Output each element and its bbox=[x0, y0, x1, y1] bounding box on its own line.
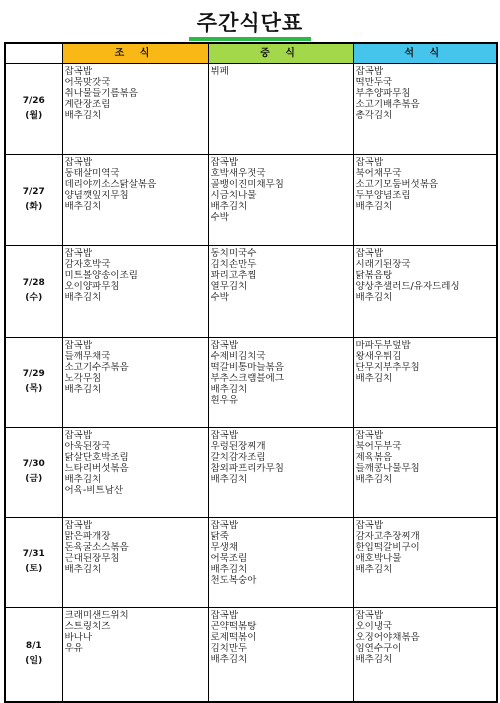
day-row bbox=[5, 337, 497, 427]
dinner-cell bbox=[353, 337, 497, 427]
menu-item: 바나나 bbox=[64, 631, 93, 643]
date-cell bbox=[5, 337, 62, 427]
menu-item: 데리야끼소스닭살볶음 bbox=[64, 178, 157, 190]
menu-item: 잡곡밥 bbox=[64, 247, 93, 259]
menu-item: 잡곡밥 bbox=[210, 519, 239, 531]
menu-item: 떡만두국 bbox=[355, 76, 393, 88]
menu-item: 잡곡밥 bbox=[210, 156, 239, 168]
menu-item: 오이양파무침 bbox=[64, 280, 120, 292]
menu-item: 배추김치 bbox=[355, 473, 393, 485]
menu-item: 시금치나물 bbox=[210, 189, 257, 201]
menu-item: 로제떡볶이 bbox=[210, 631, 257, 643]
menu-item: 참외파프리카무침 bbox=[210, 462, 284, 474]
menu-item: 배추김치 bbox=[210, 653, 248, 665]
menu-item: 떡갈비통마늘볶음 bbox=[210, 361, 284, 373]
menu-item: 시래기된장국 bbox=[355, 258, 411, 270]
menu-item: 수박 bbox=[210, 211, 229, 223]
date-cell bbox=[5, 245, 62, 337]
menu-item: 호박새우젓국 bbox=[210, 167, 266, 179]
lunch-cell bbox=[208, 337, 353, 427]
menu-body bbox=[5, 63, 497, 702]
menu-item: 김치손만두 bbox=[210, 258, 257, 270]
menu-item: 배추김치 bbox=[64, 383, 102, 395]
header-lunch: 중 식 bbox=[208, 43, 353, 63]
weekday-label: (수) bbox=[25, 293, 43, 303]
date-label: 7/30 bbox=[22, 459, 45, 469]
menu-item: 크래미샌드위치 bbox=[64, 609, 129, 621]
menu-item: 잡곡밥 bbox=[64, 65, 93, 77]
menu-item: 잡곡밥 bbox=[355, 609, 384, 621]
menu-item: 소고기배추볶음 bbox=[355, 98, 420, 110]
menu-item: 감자호박국 bbox=[64, 258, 111, 270]
menu-item: 배추김치 bbox=[355, 200, 393, 212]
menu-item: 천도복숭아 bbox=[210, 574, 257, 586]
menu-item: 꽈리고추찜 bbox=[210, 269, 257, 281]
menu-item: 마파두부덮밥 bbox=[355, 339, 411, 351]
menu-item: 근대된장무침 bbox=[64, 552, 120, 564]
menu-item: 오징어야채볶음 bbox=[355, 631, 420, 643]
menu-item: 양상추샐러드/유자드레싱 bbox=[355, 280, 460, 292]
date-label: 7/31 bbox=[22, 549, 45, 559]
menu-item: 배추김치 bbox=[210, 383, 248, 395]
lunch-cell bbox=[208, 427, 353, 517]
breakfast-cell bbox=[62, 607, 208, 702]
menu-item: 들깨무채국 bbox=[64, 350, 111, 362]
menu-item: 느타리버섯볶음 bbox=[64, 462, 129, 474]
menu-item: 임연수구이 bbox=[355, 642, 402, 654]
menu-item: 배추김치 bbox=[64, 473, 102, 485]
menu-item: 김치만두 bbox=[210, 642, 248, 654]
lunch-cell bbox=[208, 154, 353, 245]
menu-item: 북어두부국 bbox=[355, 440, 402, 452]
menu-item: 배추김치 bbox=[64, 563, 102, 575]
date-label: 7/28 bbox=[22, 278, 45, 288]
date-label: 7/29 bbox=[22, 369, 45, 379]
breakfast-cell bbox=[62, 337, 208, 427]
menu-item: 한입떡갈비구이 bbox=[355, 541, 420, 553]
page-title: 주간식단표 bbox=[189, 10, 311, 41]
lunch-cell bbox=[208, 63, 353, 154]
menu-item: 동태살미역국 bbox=[64, 167, 120, 179]
menu-item: 북어채무국 bbox=[355, 167, 402, 179]
breakfast-cell bbox=[62, 154, 208, 245]
weekday-label: (토) bbox=[25, 564, 43, 574]
menu-item: 수박 bbox=[210, 291, 229, 303]
day-row bbox=[5, 154, 497, 245]
dinner-cell bbox=[353, 63, 497, 154]
menu-item: 총각김치 bbox=[355, 109, 393, 121]
lunch-cell bbox=[208, 245, 353, 337]
menu-item: 소고기모둠버섯볶음 bbox=[355, 178, 439, 190]
header-breakfast: 조 식 bbox=[62, 43, 208, 63]
day-row bbox=[5, 63, 497, 154]
menu-item: 잡곡밥 bbox=[64, 429, 93, 441]
day-row bbox=[5, 427, 497, 517]
menu-item: 잡곡밥 bbox=[355, 429, 384, 441]
breakfast-cell bbox=[62, 245, 208, 337]
lunch-cell bbox=[208, 517, 353, 607]
breakfast-cell bbox=[62, 517, 208, 607]
menu-item: 뷔페 bbox=[210, 65, 229, 77]
weekday-label: (화) bbox=[25, 201, 43, 212]
date-cell bbox=[5, 427, 62, 517]
menu-item: 잡곡밥 bbox=[64, 339, 93, 351]
menu-item: 애호박나물 bbox=[355, 552, 402, 564]
menu-item: 배추김치 bbox=[355, 563, 393, 575]
date-cell bbox=[5, 63, 62, 154]
menu-item: 잡곡밥 bbox=[210, 429, 239, 441]
menu-item: 들깨콩나물무침 bbox=[355, 462, 420, 474]
menu-item: 제육볶음 bbox=[355, 451, 393, 463]
menu-item: 잡곡밥 bbox=[355, 65, 384, 77]
menu-item: 잡곡밥 bbox=[64, 519, 93, 531]
menu-item: 어육-비트남산 bbox=[64, 484, 123, 496]
breakfast-cell bbox=[62, 63, 208, 154]
menu-item: 취나물들기름볶음 bbox=[64, 87, 138, 99]
menu-item: 잡곡밥 bbox=[355, 156, 384, 168]
menu-item: 단무지부추무침 bbox=[355, 361, 420, 373]
lunch-cell bbox=[208, 607, 353, 702]
menu-item: 배추김치 bbox=[64, 109, 102, 121]
date-cell bbox=[5, 517, 62, 607]
dinner-cell bbox=[353, 245, 497, 337]
weekday-label: (목) bbox=[25, 384, 43, 394]
menu-item: 배추김치 bbox=[64, 200, 102, 212]
weekday-label: (일) bbox=[25, 656, 43, 667]
date-cell bbox=[5, 607, 62, 702]
menu-item: 우유 bbox=[64, 642, 83, 654]
menu-item: 부추스크램블에그 bbox=[210, 372, 284, 384]
menu-item: 수제비김치국 bbox=[210, 350, 266, 362]
menu-item: 어묵조림 bbox=[210, 552, 248, 564]
menu-item: 골뱅이진미채무침 bbox=[210, 178, 284, 190]
menu-item: 부추양파무침 bbox=[355, 87, 411, 99]
menu-item: 배추김치 bbox=[355, 653, 393, 665]
header-corner bbox=[5, 43, 62, 63]
menu-item: 배추김치 bbox=[355, 291, 393, 303]
menu-item: 곤약떡볶탕 bbox=[210, 620, 257, 632]
date-label: 8/1 bbox=[25, 641, 42, 652]
menu-item: 잡곡밥 bbox=[210, 609, 239, 621]
breakfast-cell bbox=[62, 427, 208, 517]
menu-item: 잡곡밥 bbox=[64, 156, 93, 168]
menu-item: 동치미국수 bbox=[210, 247, 257, 259]
menu-item: 왕새우튀김 bbox=[355, 350, 402, 362]
date-cell bbox=[5, 154, 62, 245]
menu-item: 무생채 bbox=[210, 541, 239, 553]
menu-item: 열무김치 bbox=[210, 280, 248, 292]
menu-item: 배추김치 bbox=[210, 563, 248, 575]
menu-item: 감자고추장찌개 bbox=[355, 530, 420, 542]
date-label: 7/26 bbox=[22, 95, 45, 106]
menu-item: 미트볼양송이조림 bbox=[64, 269, 138, 281]
menu-item: 우렁된장찌개 bbox=[210, 440, 266, 452]
menu-item: 맑은파개장 bbox=[64, 530, 111, 542]
menu-item: 어묵맞갓국 bbox=[64, 76, 111, 88]
menu-item: 아욱된장국 bbox=[64, 440, 111, 452]
menu-item: 배추김치 bbox=[210, 473, 248, 485]
menu-item: 흰우유 bbox=[210, 394, 239, 406]
menu-item: 배추김치 bbox=[64, 291, 102, 303]
date-label: 7/27 bbox=[22, 186, 45, 197]
menu-item: 스트링치즈 bbox=[64, 620, 111, 632]
day-row bbox=[5, 245, 497, 337]
header-dinner: 석 식 bbox=[353, 43, 497, 63]
day-row bbox=[5, 607, 497, 702]
menu-item: 닭죽 bbox=[210, 530, 229, 542]
menu-item: 닭살단호박조림 bbox=[64, 451, 129, 463]
header-row bbox=[5, 43, 497, 63]
menu-item: 돈육굴소스볶음 bbox=[64, 541, 129, 553]
menu-item: 잡곡밥 bbox=[355, 519, 384, 531]
menu-item: 갈치감자조림 bbox=[210, 451, 266, 463]
dinner-cell bbox=[353, 427, 497, 517]
menu-item: 소고기수주볶음 bbox=[64, 361, 129, 373]
menu-item: 잡곡밥 bbox=[355, 247, 384, 259]
menu-item: 배추김치 bbox=[355, 372, 393, 384]
weekday-label: (금) bbox=[25, 474, 43, 484]
title-area bbox=[0, 10, 500, 41]
menu-item: 노각무침 bbox=[64, 372, 102, 384]
menu-item: 계란장조림 bbox=[64, 98, 111, 110]
weekly-menu-table bbox=[4, 42, 498, 703]
menu-item: 배추김치 bbox=[210, 200, 248, 212]
menu-item: 닭볶음탕 bbox=[355, 269, 393, 281]
menu-item: 양념깻잎지무침 bbox=[64, 189, 129, 201]
day-row bbox=[5, 517, 497, 607]
dinner-cell bbox=[353, 607, 497, 702]
menu-item: 두부양념조림 bbox=[355, 189, 411, 201]
weekday-label: (월) bbox=[25, 110, 43, 121]
dinner-cell bbox=[353, 154, 497, 245]
dinner-cell bbox=[353, 517, 497, 607]
menu-item: 잡곡밥 bbox=[210, 339, 239, 351]
menu-item: 오이냉국 bbox=[355, 620, 393, 632]
